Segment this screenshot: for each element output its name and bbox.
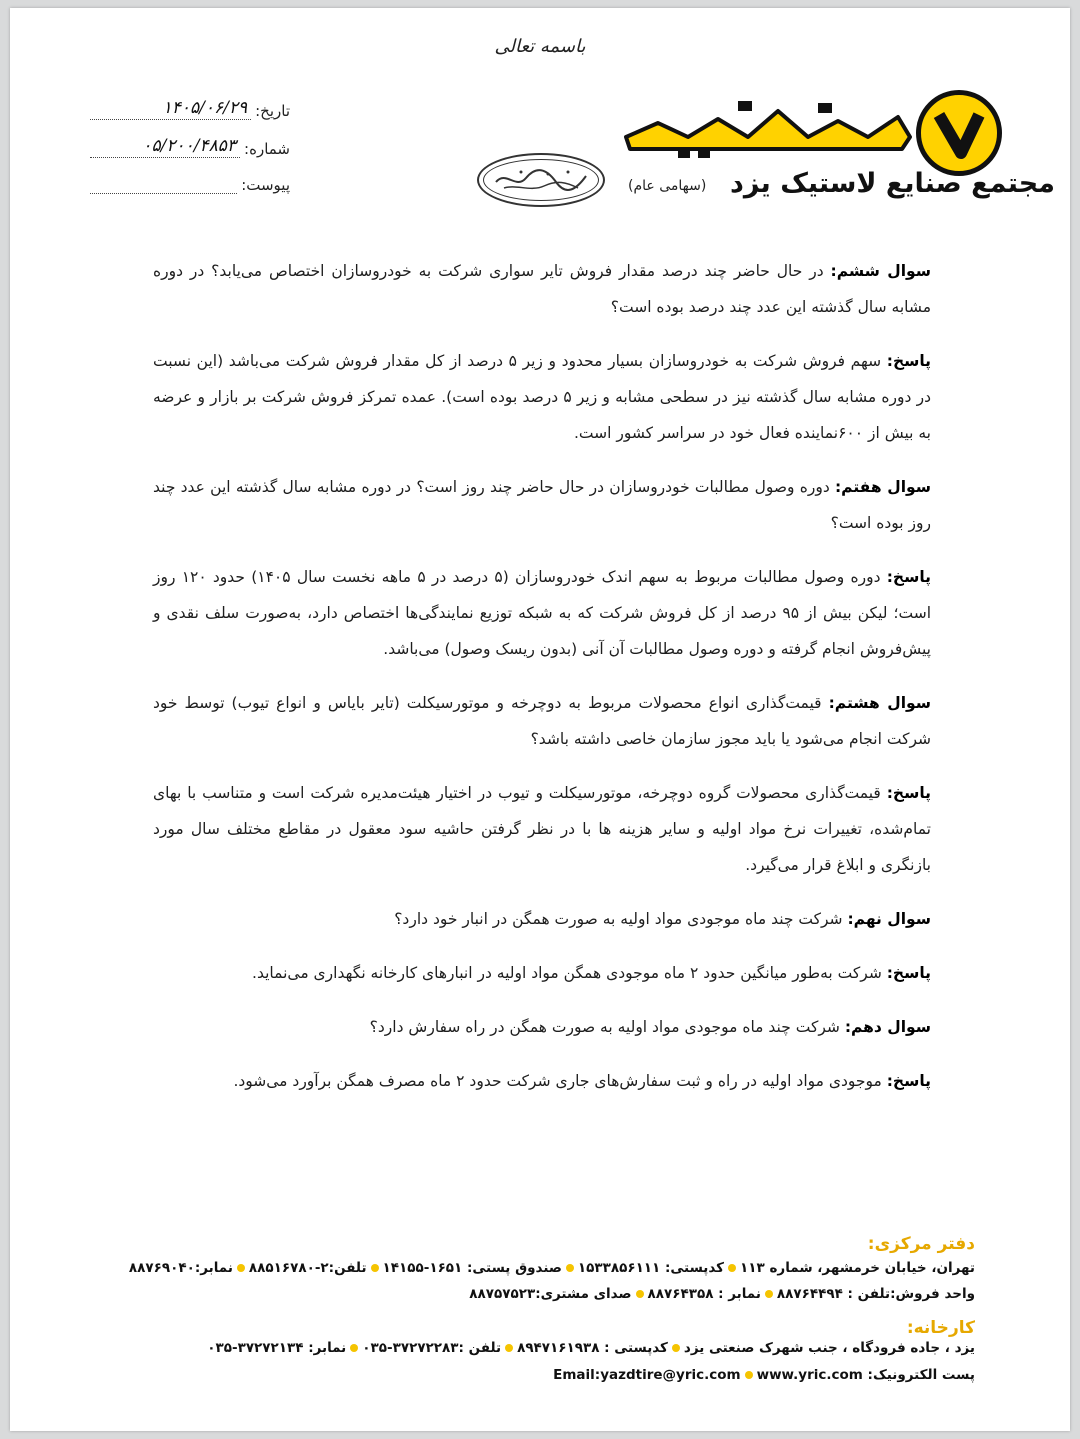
online-contact-line xyxy=(175,1367,975,1383)
bullet-icon xyxy=(505,1344,513,1352)
bullet-icon xyxy=(237,1264,245,1272)
sales-phone: واحد فروش:تلفن : ۸۸۷۶۴۴۹۴ xyxy=(776,1286,975,1302)
answer-text: سهم فروش شرکت به خودروسازان بسیار محدود و زیر ۵ درصد از کل مقدار فروش شرکت می‌باشد (این نسبت در دوره مشابه سال گذشته نیز در سطحی مشابه و زیر ۵ درصد بوده است). عمده تمرکز فروش شرکت بر بازار و عرضه به بیش از ۶۰۰نماینده فعال خود در سراسر کشور است. xyxy=(153,352,931,442)
customer-voice: صدای مشتری:۸۸۷۵۷۵۲۳ xyxy=(469,1286,632,1302)
answer-10 xyxy=(153,1063,931,1099)
office-address: تهران، خیابان خرمشهر، شماره ۱۱۳ xyxy=(740,1260,975,1276)
question-label: سوال ششم: xyxy=(830,262,931,280)
question-text: شرکت چند ماه موجودی مواد اولیه به صورت همگن در انبار خود دارد؟ xyxy=(394,910,848,928)
answer-text: دوره وصول مطالبات مربوط به سهم اندک خودروسازان (۵ درصد در ۵ ماهه نخست سال ۱۴۰۵) حدود ۱۲۰ روز است؛ لیکن بیش از ۹۵ درصد از کل فروش شرکت که به شبکه توزیع نمایندگی‌ها اختصاص دارد، به‌صورت سلف نقدی و پیش‌فروش انجام گرفته و دوره وصول مطالبات آن آنی (بدون ریسک وصول) می‌باشد. xyxy=(153,568,931,658)
question-6 xyxy=(153,253,931,325)
question-8 xyxy=(153,685,931,757)
office-pobox: صندوق پستی: ۱۶۵۱-۱۴۱۵۵ xyxy=(382,1260,562,1276)
bullet-icon xyxy=(350,1344,358,1352)
answer-text: شرکت به‌طور میانگین حدود ۲ ماه موجودی همگن مواد اولیه در انبارهای کارخانه نگهداری می‌نماید. xyxy=(252,964,887,982)
office-title: دفتر مرکزی: xyxy=(867,1234,975,1254)
factory-address: یزد ، جاده فرودگاه ، جنب شهرک صنعتی یزد xyxy=(683,1340,975,1356)
office-phone: تلفن:۲-۸۸۵۱۶۷۸۰ xyxy=(248,1260,367,1276)
brand-logo-wordmark xyxy=(618,93,918,159)
letter-page xyxy=(10,8,1070,1431)
number-value: ۰۵/۲۰۰/۴۸۵۳ xyxy=(142,136,237,156)
question-label: سوال هشتم: xyxy=(828,694,932,712)
attachment-field xyxy=(90,168,290,194)
date-label: تاریخ: xyxy=(255,102,290,120)
sales-contact-line xyxy=(175,1286,975,1302)
answer-8 xyxy=(153,775,931,883)
bullet-icon xyxy=(566,1264,574,1272)
answer-label: پاسخ: xyxy=(886,964,931,982)
question-text: قیمت‌گذاری انواع محصولات مربوط به دوچرخه و موتورسیکلت (تایر بایاس و انواع تیوب) توسط خود شرکت انجام می‌شود یا باید مجوز سازمان خاصی داشته باشد؟ xyxy=(153,694,931,748)
office-postal: کدپستی: ۱۵۳۳۸۵۶۱۱۱ xyxy=(577,1260,725,1276)
email-link[interactable]: Email:yazdtire@yric.com xyxy=(553,1367,741,1383)
date-value: ۱۴۰۵/۰۶/۲۹ xyxy=(162,98,248,118)
invocation-text: باسمه تعالی xyxy=(494,36,586,57)
answer-6 xyxy=(153,343,931,451)
number-field xyxy=(90,132,290,158)
question-9 xyxy=(153,901,931,937)
question-text: دوره وصول مطالبات خودروسازان در حال حاضر چند روز است؟ در دوره مشابه سال گذشته این عدد چند روز بوده است؟ xyxy=(153,478,931,532)
office-contact-line xyxy=(128,1260,975,1276)
answer-label: پاسخ: xyxy=(886,568,931,586)
answer-text: موجودی مواد اولیه در راه و ثبت سفارش‌های جاری شرکت حدود ۲ ماه مصرف همگن برآورد می‌شود. xyxy=(233,1072,887,1090)
question-text: در حال حاضر چند درصد مقدار فروش تایر سواری شرکت به خودروسازان اختصاص می‌یابد؟ در دوره مشابه سال گذشته این عدد چند درصد بوده است؟ xyxy=(153,262,931,316)
bullet-icon xyxy=(636,1290,644,1298)
bullet-icon xyxy=(672,1344,680,1352)
company-name: مجتمع صنایع لاستیک یزد xyxy=(730,168,1055,199)
slogan-stamp xyxy=(477,153,605,207)
question-10 xyxy=(153,1009,931,1045)
answer-9 xyxy=(153,955,931,991)
answer-label: پاسخ: xyxy=(886,1072,931,1090)
stamp-script-graphic xyxy=(486,160,596,200)
factory-fax: نمابر: ۳۷۲۷۲۱۳۴-۰۳۵ xyxy=(207,1340,347,1356)
answer-label: پاسخ: xyxy=(886,784,931,802)
question-label: سوال هفتم: xyxy=(834,478,931,496)
answer-text: قیمت‌گذاری محصولات گروه دوچرخه، موتورسیکلت و تیوب در اختیار هیئت‌مدیره شرکت است و متناسب با بهای تمام‌شده، تغییرات نرخ مواد اولیه و سایر هزینه ها با در نظر گرفتن حاشیه سود معقول در مقاطع مختلف سال مورد بازنگری و ابلاغ قرار می‌گیرد. xyxy=(153,784,931,874)
bullet-icon xyxy=(371,1264,379,1272)
number-label: شماره: xyxy=(244,140,290,158)
attachment-label: پیوست: xyxy=(241,176,290,194)
date-field xyxy=(90,94,290,120)
factory-contact-line xyxy=(175,1340,975,1356)
bullet-icon xyxy=(728,1264,736,1272)
bullet-icon xyxy=(765,1290,773,1298)
company-type: (سهامی عام) xyxy=(628,178,707,194)
letter-body xyxy=(153,253,931,1117)
email-label: پست الکترونیک: xyxy=(867,1367,975,1383)
factory-postal: کدپستی : ۸۹۴۷۱۶۱۹۳۸ xyxy=(517,1340,668,1356)
question-text: شرکت چند ماه موجودی مواد اولیه به صورت همگن در راه سفارش دارد؟ xyxy=(369,1018,845,1036)
factory-phone: تلفن :۳۷۲۷۲۲۸۳-۰۳۵ xyxy=(362,1340,502,1356)
answer-7 xyxy=(153,559,931,667)
website-link[interactable]: www.yric.com xyxy=(756,1367,863,1383)
bullet-icon xyxy=(745,1371,753,1379)
brand-logo-circle xyxy=(916,90,1002,176)
office-fax: نمابر:۸۸۷۶۹۰۴۰ xyxy=(128,1260,233,1276)
sales-fax: نمابر : ۸۸۷۶۴۳۵۸ xyxy=(647,1286,761,1302)
question-7 xyxy=(153,469,931,541)
question-label: سوال دهم: xyxy=(844,1018,931,1036)
question-label: سوال نهم: xyxy=(847,910,931,928)
answer-label: پاسخ: xyxy=(886,352,932,370)
factory-title: کارخانه: xyxy=(906,1318,975,1338)
